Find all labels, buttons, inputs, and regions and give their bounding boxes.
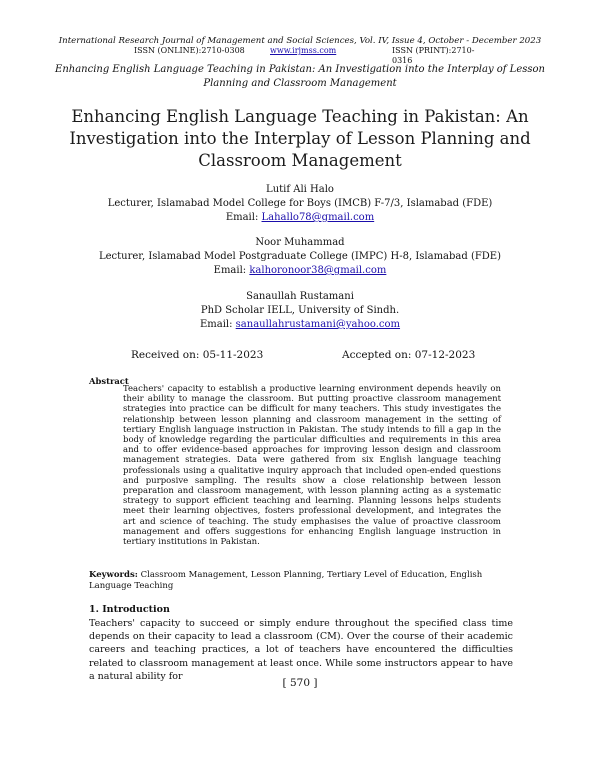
author-email-link[interactable]: Lahallo78@gmail.com (261, 212, 375, 223)
author-email-line (40, 318, 560, 332)
author-email-line (40, 264, 560, 278)
author-block-1 (40, 183, 560, 225)
email-label: Email: (225, 212, 262, 223)
paper-title: Enhancing English Language Teaching in Pakistan: An Investigation into the Interplay of Lesson Planning and Classroom Management (69, 107, 531, 170)
abstract-heading: Abstract (89, 376, 129, 386)
author-email-link[interactable]: sanaullahrustamani@yahoo.com (235, 319, 401, 330)
introduction-heading: 1. Introduction (89, 604, 170, 615)
issn-print: ISSN (PRINT):2710-0316 (392, 46, 475, 65)
issn-online: ISSN (ONLINE):2710-0308 (134, 46, 245, 55)
email-label: Email: (213, 265, 250, 276)
journal-website-link[interactable]: www.irjmss.com (270, 46, 337, 55)
introduction-text: Teachers' capacity to succeed or simply endure throughout the specified class time depends on their capacity to lead a classroom (CM). Over the course of their academic careers and teaching practices, a lot of teachers have encountered the difficulties related to classroom management at least once. While some instructors appear to have a natural ability for (89, 618, 513, 682)
journal-header: International Research Journal of Management and Social Sciences, Vol. IV, Issue 4, October - December 2023 (58, 36, 542, 46)
keywords (89, 570, 511, 592)
author-affiliation: PhD Scholar IELL, University of Sindh. (200, 305, 400, 316)
author-block-3 (40, 290, 560, 332)
author-affiliation: Lecturer, Islamabad Model Postgraduate College (IMPC) H-8, Islamabad (FDE) (98, 251, 502, 262)
author-email-link[interactable]: kalhoronoor38@gmail.com (249, 265, 387, 276)
author-affiliation: Lecturer, Islamabad Model College for Boys (IMCB) F-7/3, Islamabad (FDE) (107, 198, 493, 209)
author-name: Lutif Ali Halo (266, 184, 334, 195)
running-title: Enhancing English Language Teaching in Pakistan: An Investigation into the Interplay of Lesson Planning and Classroom Management (55, 64, 545, 89)
page-number: [ 570 ] (282, 677, 318, 689)
author-email-line (40, 211, 560, 225)
author-name: Noor Muhammad (255, 237, 345, 248)
author-name: Sanaullah Rustamani (246, 291, 354, 302)
abstract-text: Teachers' capacity to establish a productive learning environment depends heavily on their ability to manage the classroom. But putting proactive classroom management strategies into practice can be difficult for many teachers. This study investigates the relationship between lesson planning and classroom management in the setting of tertiary English language instruction in Pakistan. The study intends to fill a gap in the body of knowledge regarding the particular difficulties and requirements in this area and to offer evidence-based approaches for improving lesson design and classroom management strategies. Data were gathered from six English language teaching professionals using a qualitative inquiry approach that included open-ended questions and purposive sampling. The results show a close relationship between lesson preparation and classroom management, with lesson planning acting as a systematic strategy to support efficient teaching and learning. Planning lessons helps students meet their learning objectives, fosters professional development, and integrates the art and science of teaching. The study emphasises the value of proactive classroom management and offers suggestions for enhancing English language instruction in tertiary institutions in Pakistan. (123, 384, 501, 548)
accepted-date: Accepted on: 07-12-2023 (342, 349, 476, 361)
keywords-text: Classroom Management, Lesson Planning, Tertiary Level of Education, English Language Teaching (89, 570, 483, 591)
received-date: Received on: 05-11-2023 (131, 349, 264, 361)
email-label: Email: (199, 319, 236, 330)
keywords-label: Keywords: (89, 570, 138, 580)
author-block-2 (40, 236, 560, 278)
